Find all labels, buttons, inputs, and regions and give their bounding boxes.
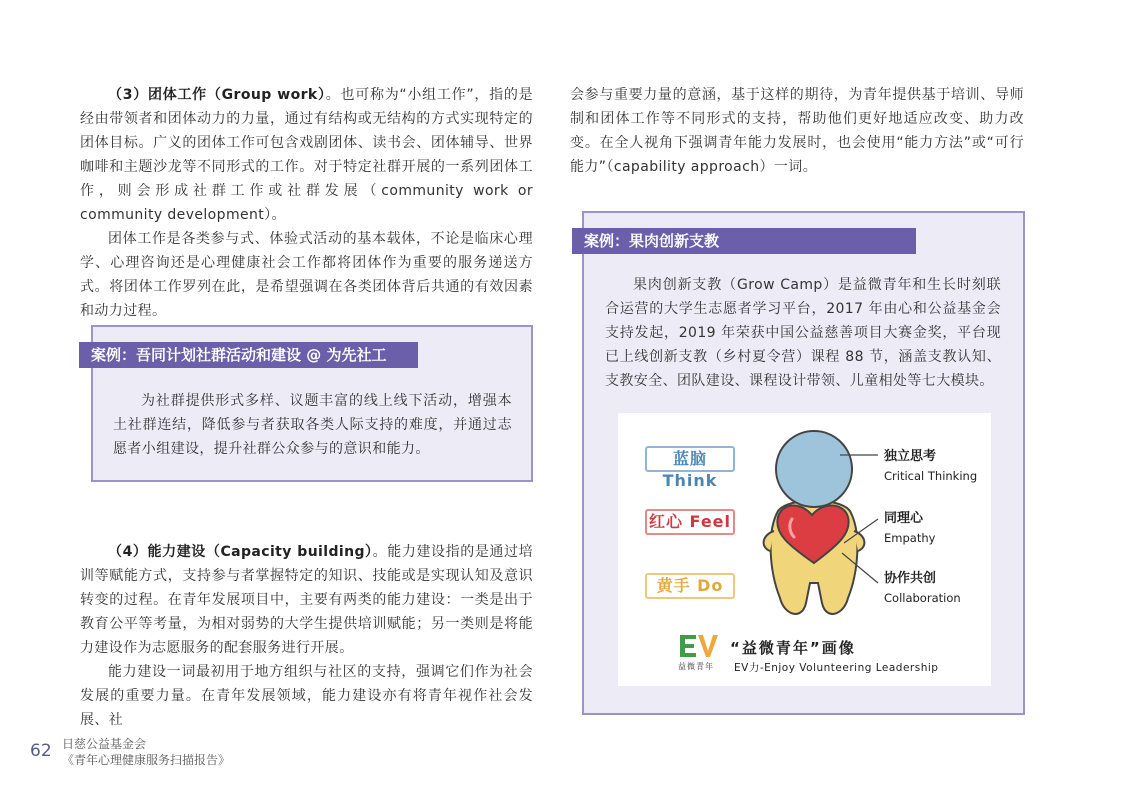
paragraph-group-work-body: 。也可称为“小组工作”，指的是经由带领者和团体动力的力量，通过有结构或无结构的方式实现特定的团体目标。广义的团体工作可包含戏剧团体、读书会、团体辅导、世界咖啡和主题沙龙等不同形式的工作。对于特定社群开展的一系列团体工作，则会形成社群工作或社群发展（community work or community development）。 <box>80 87 533 223</box>
paragraph-capacity-2: 能力建设一词最初用于地方组织与社区的支持，强调它们作为社会发展的重要力量。在青年发展领域，能力建设亦有将青年视作社会发展、社 <box>80 664 533 728</box>
footer-source <box>62 736 230 768</box>
case-title-wutong: 案例：吾同计划社群活动和建设 @ 为先社工 <box>79 342 418 368</box>
label-collaboration-cn: 协作共创 <box>884 571 937 586</box>
label-critical-thinking-en: Critical Thinking <box>884 469 978 483</box>
ev-logo-text: 益微青年 <box>678 662 714 671</box>
portrait-title: “益微青年”画像 <box>730 639 856 657</box>
tag-do: 黄手 Do <box>645 573 735 599</box>
case-text-wutong: 为社群提供形式多样、议题丰富的线上线下活动，增强本土社群连结，降低参与者获取各类人际支持的难度，并通过志愿者小组建设，提升社群公众参与的意识和能力。 <box>113 393 512 457</box>
paragraph-capacity-lead: （4）能力建设（Capacity building） <box>108 544 373 560</box>
paragraph-capacity-body: 。能力建设指的是通过培训等赋能方式，支持参与者掌握特定的知识、技能或是实现认知及意识转变的过程。在青年发展项目中，主要有两类的能力建设：一类是出于教育公平等考量，为相对弱势的大学生提供培训赋能；另一类则是将能力建设作为志愿服务的配套服务进行开展。 <box>80 544 533 656</box>
label-empathy-cn: 同理心 <box>884 511 924 526</box>
paragraph-group-work-2: 团体工作是各类参与式、体验式活动的基本载体，不论是临床心理学、心理咨询还是心理健康社会工作都将团体作为重要的服务递送方式。将团体工作罗列在此，是希望强调在各类团体背后共通的有效因素和动力过程。 <box>80 231 533 319</box>
tag-think: 蓝脑 Think <box>645 446 735 472</box>
case-title-grow-camp: 案例：果肉创新支教 <box>572 228 916 254</box>
paragraph-capacity-continued: 会参与重要力量的意涵，基于这样的期待，为青年提供基于培训、导师制和团体工作等不同形式的支持，帮助他们更好地适应改变、助力改变。在全人视角下强调青年能力发展时，也会使用“能力方法”或“可行能力”（capability approach）一词。 <box>570 87 1024 175</box>
label-empathy-en: Empathy <box>884 531 936 545</box>
tag-feel: 红心 Feel <box>645 509 735 535</box>
ev-logo-icon <box>676 631 720 661</box>
footer-org-name: 日慈公益基金会 <box>62 737 147 751</box>
page-number: 62 <box>30 741 52 761</box>
ev-portrait-infographic <box>618 413 991 686</box>
footer-report-title: 《青年心理健康服务扫描报告》 <box>62 753 231 767</box>
case-text-grow-camp: 果肉创新支教（Grow Camp）是益微青年和生长时刻联合运营的大学生志愿者学习平台，2017 年由心和公益基金会支持发起，2019 年荣获中国公益慈善项目大赛金奖，平台现已上线创新支教（乡村夏令营）课程 88 节，涵盖支教认知、支教安全、团队建设、课程设计带领、儿童相处等七大模块。 <box>605 277 1001 389</box>
label-collaboration-en: Collaboration <box>884 591 961 605</box>
paragraph-group-work <box>80 83 533 227</box>
portrait-subtitle: EV力-Enjoy Volunteering Leadership <box>734 662 939 674</box>
paragraph-capacity-building <box>80 540 533 660</box>
connector-lines <box>838 443 888 593</box>
label-critical-thinking-cn: 独立思考 <box>884 449 937 464</box>
paragraph-group-work-lead: （3）团体工作（Group work） <box>108 87 326 103</box>
